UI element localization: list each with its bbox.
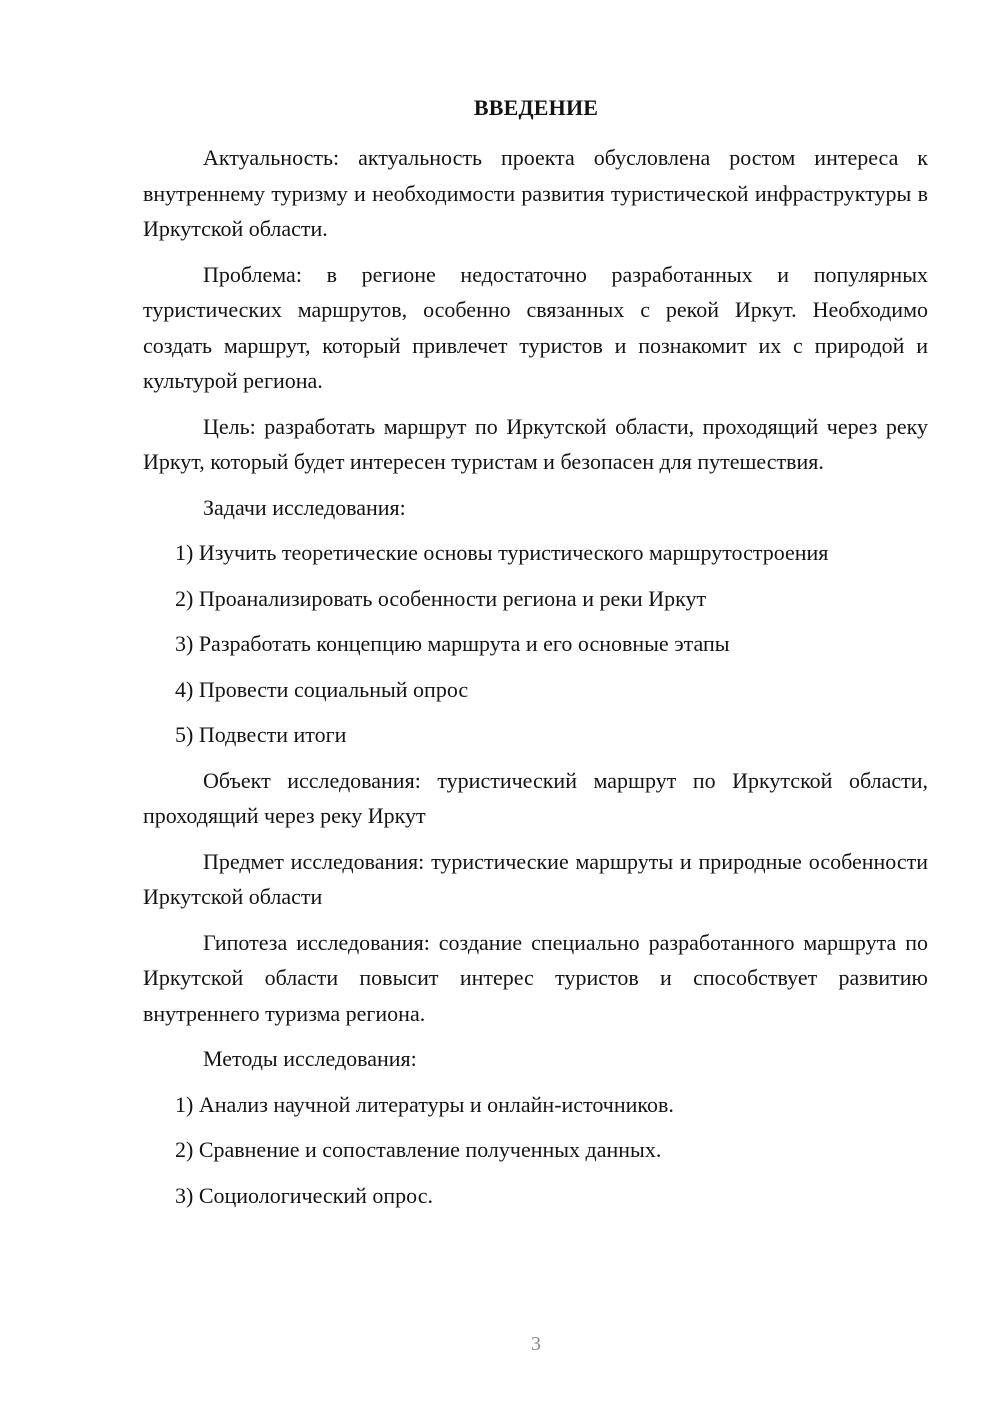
task-item-1: 1) Изучить теоретические основы туристического маршрутостроения xyxy=(175,540,829,565)
tasks-heading: Задачи исследования: xyxy=(203,494,406,520)
task-item-2: 2) Проанализировать особенности региона и реки Иркут xyxy=(175,585,707,611)
task-item-5: 5) Подвести итоги xyxy=(175,722,347,747)
method-item-2: 2) Сравнение и сопоставление полученных данных. xyxy=(175,1137,662,1162)
hypothesis-paragraph: Гипотеза исследования: создание специально разработанного маршрута по Иркутской области повысит интерес туристов и способствует развитию внутреннего туризма региона. xyxy=(143,929,928,1026)
problem-paragraph: Проблема: в регионе недостаточно разработанных и популярных туристических маршрутов, особенно связанных с рекой Иркут. Необходимо создать маршрут, который привлечет туристов и познакомит их с природой и культурой региона. xyxy=(143,261,928,393)
subject-paragraph: Предмет исследования: туристические маршруты и природные особенности Иркутской области xyxy=(143,848,928,909)
task-item-4: 4) Провести социальный опрос xyxy=(175,676,469,702)
method-item-3: 3) Социологический опрос. xyxy=(175,1182,433,1208)
methods-heading: Методы исследования: xyxy=(203,1046,417,1071)
goal-paragraph: Цель: разработать маршрут по Иркутской области, проходящий через реку Иркут, который будет интересен туристам и безопасен для путешествия. xyxy=(143,413,928,474)
method-item-1: 1) Анализ научной литературы и онлайн-источников. xyxy=(175,1091,674,1117)
task-item-3: 3) Разработать концепцию маршрута и его основные этапы xyxy=(175,631,730,656)
document-body xyxy=(143,140,928,1223)
object-paragraph: Объект исследования: туристический маршрут по Иркутской области, проходящий через реку Иркут xyxy=(143,767,928,828)
page-number: 3 xyxy=(531,1333,541,1355)
relevance-paragraph: Актуальность: актуальность проекта обусловлена ростом интереса к внутреннему туризму и необходимости развития туристической инфраструктуры в Иркутской области. xyxy=(143,145,928,241)
page-title: ВВЕДЕНИЕ xyxy=(473,95,599,120)
